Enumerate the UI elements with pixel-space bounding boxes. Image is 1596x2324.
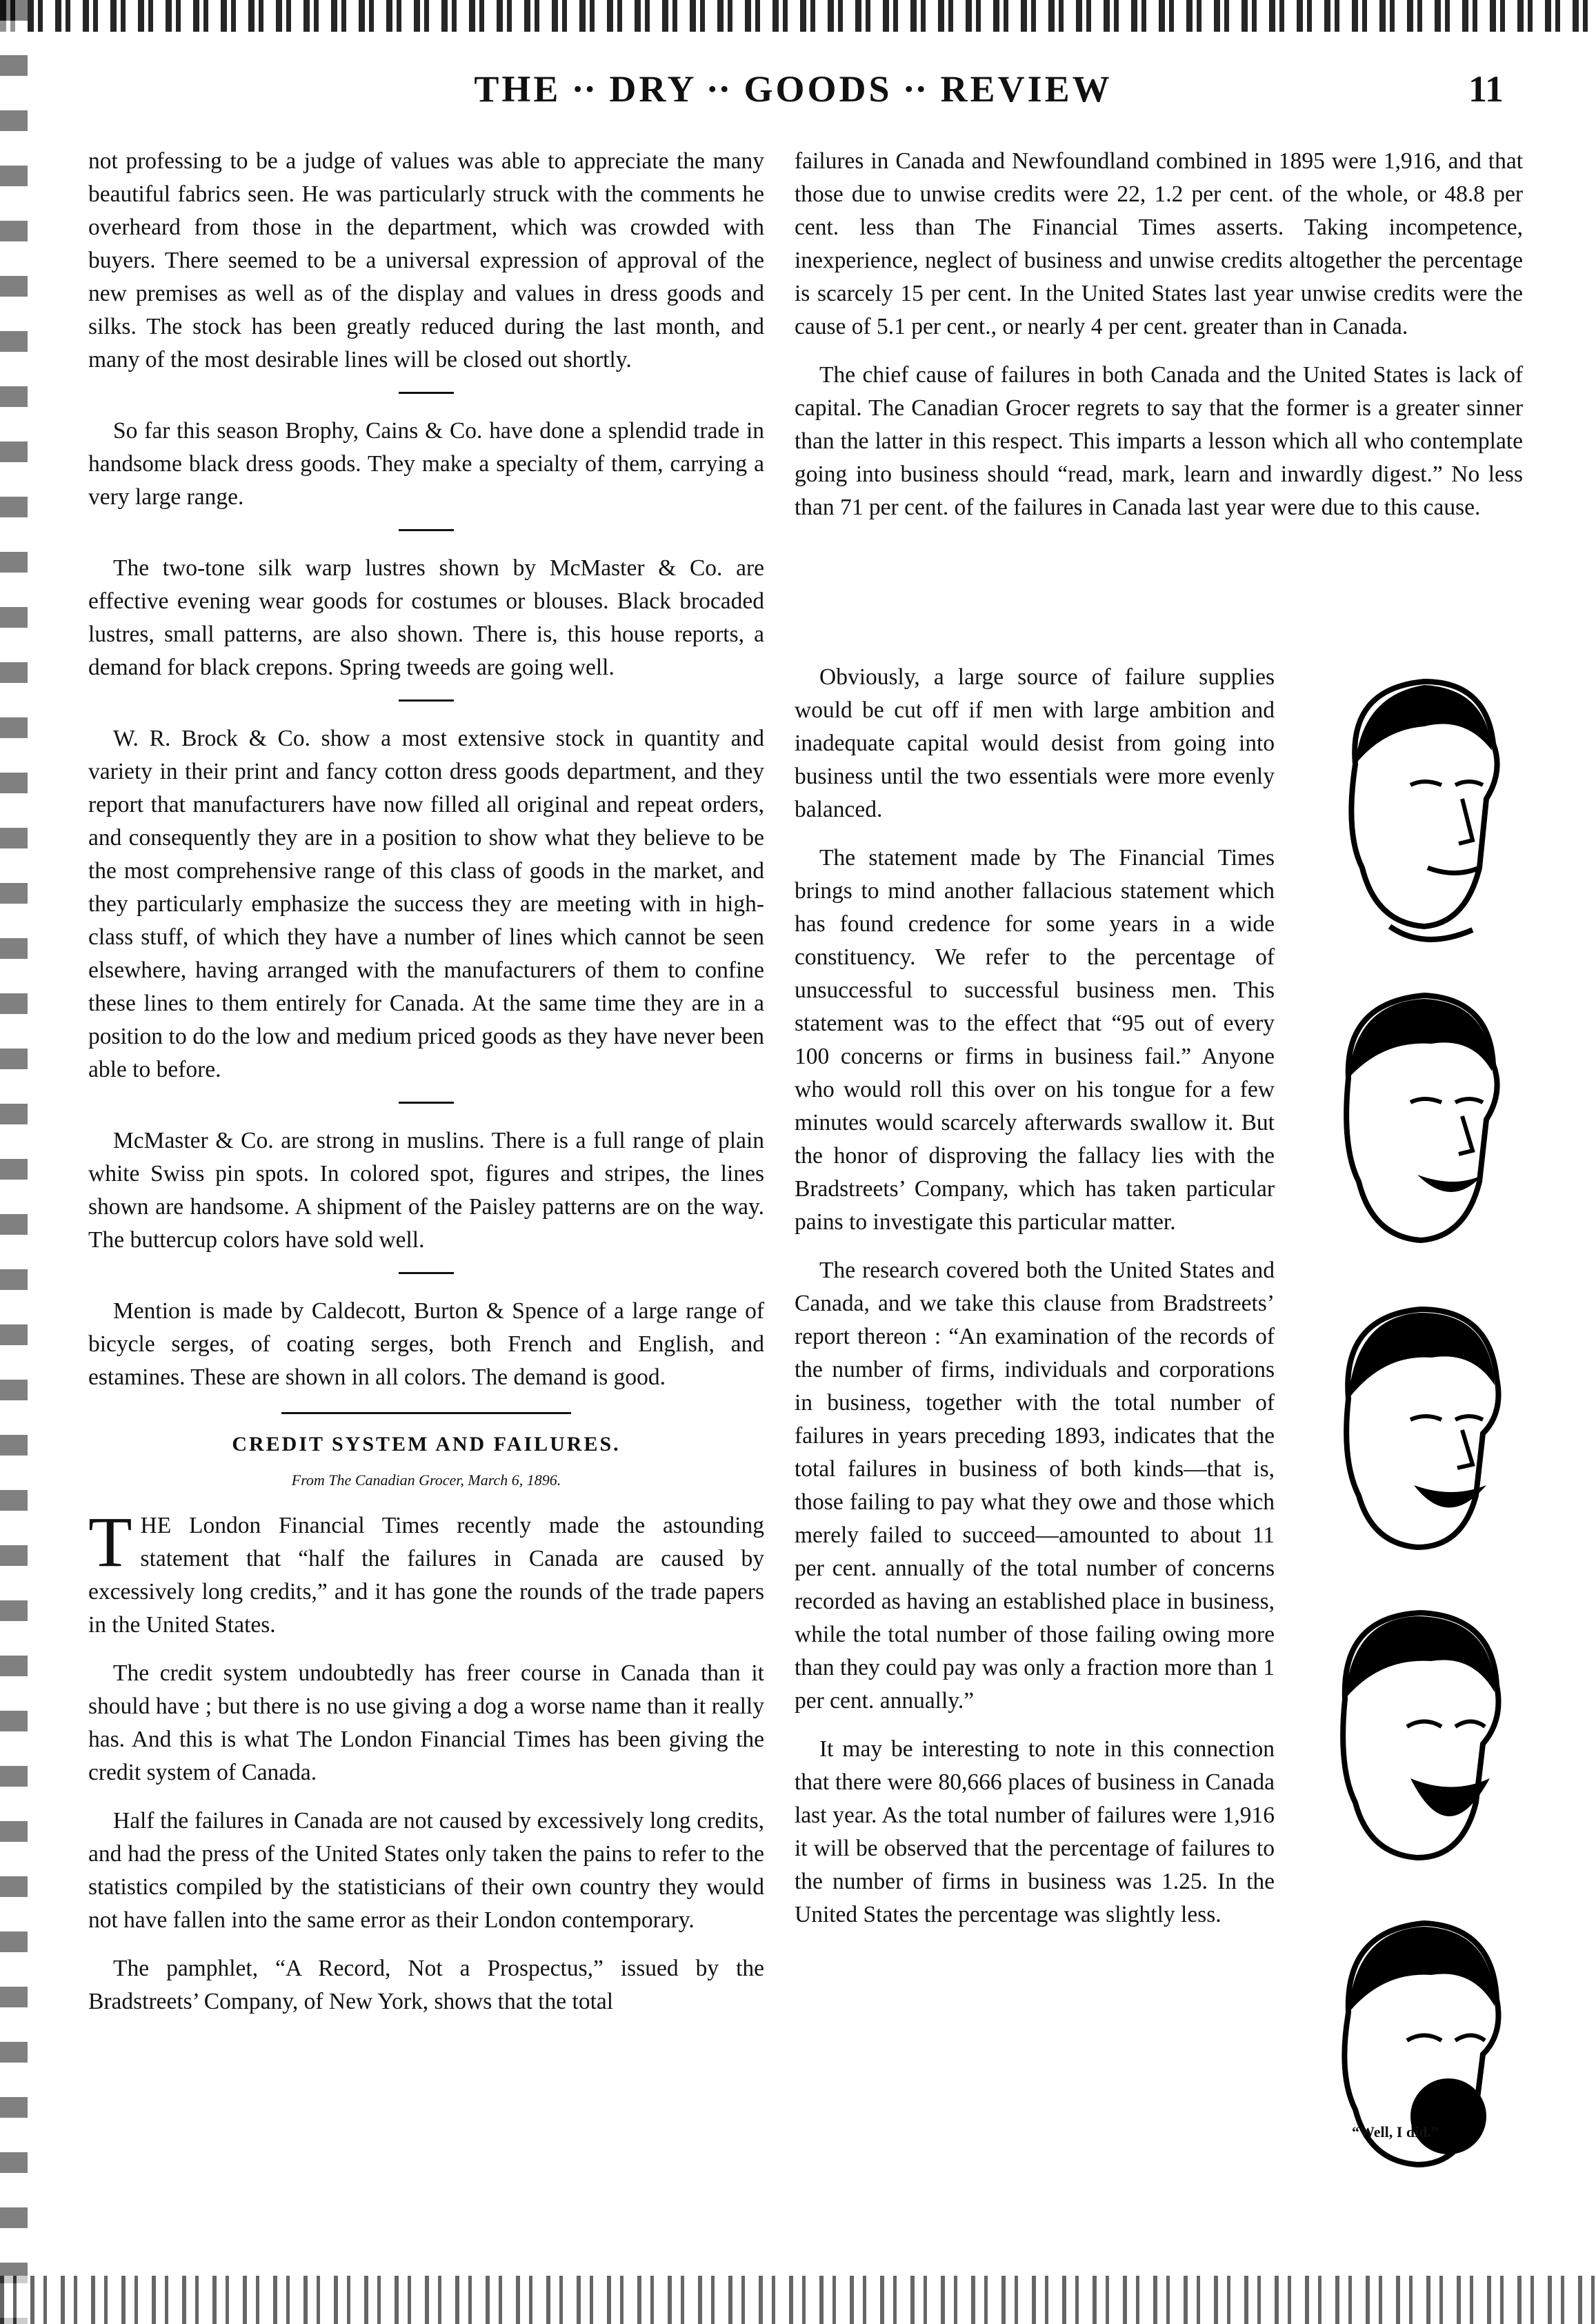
scan-edge-bottom xyxy=(0,2276,1596,2324)
right-column-narrow xyxy=(795,661,1275,1947)
drop-cap: T xyxy=(88,1502,132,1582)
page-header xyxy=(55,62,1531,117)
article-paragraph: Half the failures in Canada are not caused by excessively long credits, and had the press of the United States only taken the pains to refer to the statistics compiled by the statisticians of their own country they would not have fallen into the same error as their London contemporary. xyxy=(88,1808,764,1933)
article-paragraph: W. R. Brock & Co. show a most extensive stock in quantity and variety in their print and fancy cotton dress goods department, and they report that manufacturers have now filled all original and repeat orders, and consequently they are in a position to show what they believe to be the most comprehensive range of this class of goods in the market, and they particularly emphasize the success they are meeting with in high-class stuff, of which they have a number of lines which cannot be seen elsewhere, having arranged with the manufacturers of them to confine these lines to them entirely for Canada. At the same time they are in a position to do the low and medium priced goods as they have never been able to before. xyxy=(88,726,764,1082)
divider xyxy=(399,529,454,531)
divider xyxy=(399,392,454,394)
article-paragraph: not professing to be a judge of values was able to appreciate the many beautiful fabrics seen. He was particularly struck with the comments he overheard from those in the department, which was crowded with buyers. There seemed to be a universal expression of approval of the new premises as well as of the display and values in dress goods and silks. The stock has been greatly reduced during the last month, and many of the most desirable lines will be closed out shortly. xyxy=(88,148,764,373)
article-heading: CREDIT SYSTEM AND FAILURES. xyxy=(232,1433,621,1456)
faces-illustration xyxy=(1304,661,1531,2137)
article-paragraph: The chief cause of failures in both Canada and the United States is lack of capital. The Canadian Grocer regrets to say that the former is a greater sinner than the latter in this respect. This imparts a lesson which all who contemplate going into business should “read, mark, learn and inwardly digest.” No less than 71 per cent. of the failures in Canada last year were due to this cause. xyxy=(795,362,1523,520)
illustration-caption: “Well, I did.” xyxy=(1352,2123,1439,2141)
article-paragraph: McMaster & Co. are strong in muslins. There is a full range of plain white Swiss pin spots. In colored spot, figures and stripes, the lines shown are handsome. A shipment of the Paisley patterns are on the way. The buttercup colors have sold well. xyxy=(88,1128,764,1253)
page-number: 11 xyxy=(1468,68,1504,110)
left-column xyxy=(88,145,764,2034)
masthead-title: THE ∙∙ DRY ∙∙ GOODS ∙∙ REVIEW xyxy=(474,68,1113,110)
article-paragraph: failures in Canada and Newfoundland combined in 1895 were 1,916, and that those due to unwise credits were 22, 1.2 per cent. of the whole, or 48.8 per cent. less than The Financial Times asserts. Taking incompetence, inexperience, neglect of business and unwise credits altogether the percentage is scarcely 15 per cent. In the United States last year unwise credits were the cause of 5.1 per cent., or nearly 4 per cent. greater than in Canada. xyxy=(795,148,1523,339)
article-paragraph: So far this season Brophy, Cains & Co. have done a splendid trade in handsome black dress goods. They make a specialty of them, carrying a very large range. xyxy=(88,418,764,510)
section-divider xyxy=(281,1412,571,1414)
face-roaring-illustration xyxy=(1304,1896,1517,2185)
article-paragraph-lead xyxy=(88,1502,764,1642)
article-paragraph: The research covered both the United States and Canada, and we take this clause from Bradstreets’ report thereon : “An examination of the records of the number of firms, individuals and corporations in business, together with the total number of failures in years preceding 1893, indicates that the total failures in business of both kinds—that is, those failing to pay what they owe and those which merely failed to succeed—amounted to about 11 per cent. annually of the total number of concerns recorded as having an established place in business, while the total number of those failing owing more than they could pay was only a fraction more than 1 per cent. annually.” xyxy=(795,1258,1275,1714)
right-column-top xyxy=(795,145,1523,539)
divider xyxy=(399,699,454,702)
divider xyxy=(399,1272,454,1274)
article-paragraph: Obviously, a large source of failure supplies would be cut off if men with large ambition and inadequate capital would desist from going into business until the two essentials were more evenly balanced. xyxy=(795,664,1275,822)
article-paragraph: The credit system undoubtedly has freer course in Canada than it should have ; but there is no use giving a dog a worse name than it really has. And this is what The London Financial Times has been giving the credit system of Canada. xyxy=(88,1660,764,1785)
lead-text: HE London Financial Times recently made the astounding statement that “half the failures in Canada are caused by excessively long credits,” and it has gone the rounds of the trade papers in the United States. xyxy=(88,1513,764,1638)
divider xyxy=(399,1102,454,1104)
article-paragraph: The two-tone silk warp lustres shown by McMaster & Co. are effective evening wear goods for costumes or blouses. Black brocaded lustres, small patterns, are also shown. There is, this house reports, a demand for black crepons. Spring tweeds are going well. xyxy=(88,555,764,680)
scan-edge-top xyxy=(0,0,1596,32)
article-paragraph: The statement made by The Financial Times brings to mind another fallacious statement which has found credence for some years in a wide constituency. We refer to the percentage of unsuccessful to successful business men. This statement was to the effect that “95 out of every 100 concerns or firms in business fail.” Anyone who would roll this over on his tongue for a few minutes would scarcely afterwards swallow it. But the honor of disproving the fallacy lies with the Bradstreets’ Company, which has taken particular pains to investigate this particular matter. xyxy=(795,845,1275,1235)
face-big-laugh-illustration xyxy=(1304,1589,1517,1878)
article-paragraph: Mention is made by Caldecott, Burton & Spence of a large range of bicycle serges, of coating serges, both French and English, and estamines. These are shown in all colors. The demand is good. xyxy=(88,1298,764,1390)
scan-edge-left xyxy=(0,0,28,2324)
face-laugh-illustration xyxy=(1304,1282,1517,1571)
face-smirk-illustration xyxy=(1304,661,1517,951)
article-paragraph: The pamphlet, “A Record, Not a Prospectus,” issued by the Bradstreets’ Company, of New York, shows that the total xyxy=(88,1956,764,2014)
article-source: From The Canadian Grocer, March 6, 1896. xyxy=(291,1471,561,1489)
article-paragraph: It may be interesting to note in this connection that there were 80,666 places of business in Canada last year. As the total number of failures were 1,916 it will be observed that the percentage of failures to the number of firms in business was 1.25. In the United States the percentage was slightly less. xyxy=(795,1736,1275,1927)
face-grin-illustration xyxy=(1304,975,1517,1264)
